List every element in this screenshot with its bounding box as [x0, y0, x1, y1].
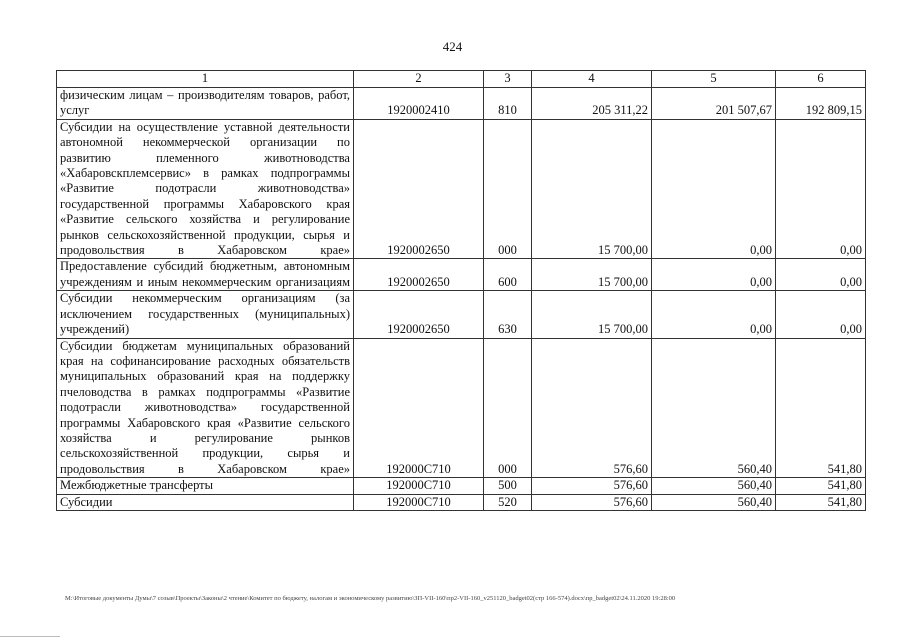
- table-row: [57, 119, 866, 259]
- amount-col-6: 0,00: [776, 119, 866, 259]
- amount-col-6: 541,80: [776, 494, 866, 510]
- column-header: 3: [484, 71, 532, 88]
- row-description: физическим лицам – производителям товаров, работ, услуг: [57, 88, 354, 120]
- column-header: 1: [57, 71, 354, 88]
- budget-table: [56, 70, 866, 511]
- row-description: Субсидии некоммерческим организациям (за исключением государственных (муниципальных) учреждений): [57, 291, 354, 338]
- row-description: Межбюджетные трансферты: [57, 478, 354, 494]
- row-description: Предоставление субсидий бюджетным, автономным учреждениям и иным некоммерческим организациям: [57, 259, 354, 291]
- target-article-code: 1920002410: [354, 88, 484, 120]
- target-article-code: 1920002650: [354, 259, 484, 291]
- target-article-code: 1920002650: [354, 119, 484, 259]
- expense-type-code: 520: [484, 494, 532, 510]
- column-header: 4: [532, 71, 652, 88]
- row-description: Субсидии на осуществление уставной деятельности автономной некоммерческой организации по развитию племенного животноводства «Хабаровскплемсервис» в рамках подпрограммы «Развитие подотрасли животноводства» государственной программы Хабаровского края «Развитие сельского хозяйства и регулирование рынков сельскохозяйственной продукции, сырья и продовольствия в Хабаровском крае»: [57, 119, 354, 259]
- amount-col-5: 560,40: [652, 494, 776, 510]
- amount-col-4: 15 700,00: [532, 119, 652, 259]
- amount-col-4: 576,60: [532, 338, 652, 478]
- target-article-code: 192000С710: [354, 478, 484, 494]
- column-header: 5: [652, 71, 776, 88]
- amount-col-6: 192 809,15: [776, 88, 866, 120]
- table-row: [57, 259, 866, 291]
- table-row: [57, 494, 866, 510]
- target-article-code: 192000С710: [354, 338, 484, 478]
- amount-col-5: 0,00: [652, 119, 776, 259]
- amount-col-6: 541,80: [776, 478, 866, 494]
- amount-col-6: 0,00: [776, 259, 866, 291]
- expense-type-code: 000: [484, 119, 532, 259]
- amount-col-4: 15 700,00: [532, 259, 652, 291]
- target-article-code: 192000С710: [354, 494, 484, 510]
- table-row: [57, 88, 866, 120]
- expense-type-code: 810: [484, 88, 532, 120]
- target-article-code: 1920002650: [354, 291, 484, 338]
- expense-type-code: 630: [484, 291, 532, 338]
- amount-col-5: 560,40: [652, 338, 776, 478]
- expense-type-code: 500: [484, 478, 532, 494]
- row-description: Субсидии бюджетам муниципальных образований края на софинансирование расходных обязательств муниципальных образований края на поддержку пчеловодства в рамках подпрограммы «Развитие подотрасли животноводства» государственной программы Хабаровского края «Развитие сельского хозяйства и регулирование рынков сельскохозяйственной продукции, сырья и продовольствия в Хабаровском крае»: [57, 338, 354, 478]
- page-number: 424: [442, 39, 463, 54]
- row-description: Субсидии: [57, 494, 354, 510]
- amount-col-6: 0,00: [776, 291, 866, 338]
- amount-col-4: 205 311,22: [532, 88, 652, 120]
- column-number-row: [57, 71, 866, 88]
- table-row: [57, 338, 866, 478]
- amount-col-5: 0,00: [652, 291, 776, 338]
- column-header: 6: [776, 71, 866, 88]
- amount-col-5: 560,40: [652, 478, 776, 494]
- table-row: [57, 291, 866, 338]
- amount-col-6: 541,80: [776, 338, 866, 478]
- expense-type-code: 600: [484, 259, 532, 291]
- expense-type-code: 000: [484, 338, 532, 478]
- table-row: [57, 478, 866, 494]
- amount-col-5: 201 507,67: [652, 88, 776, 120]
- scan-artifact-line: [0, 636, 60, 637]
- amount-col-4: 576,60: [532, 494, 652, 510]
- document-path-footer: M:\Итоговые документы Думы\7 созыв\Проекты\Законы\2 чтение\Комитет по бюджету, налогам и экономическому развитию\ЗП-VII-160\пр2-VII-160_v251120_badget02(стр 166-574).docx\пр_badget02\24.11.2020 19:28:00: [65, 595, 676, 602]
- amount-col-4: 15 700,00: [532, 291, 652, 338]
- amount-col-4: 576,60: [532, 478, 652, 494]
- column-header: 2: [354, 71, 484, 88]
- amount-col-5: 0,00: [652, 259, 776, 291]
